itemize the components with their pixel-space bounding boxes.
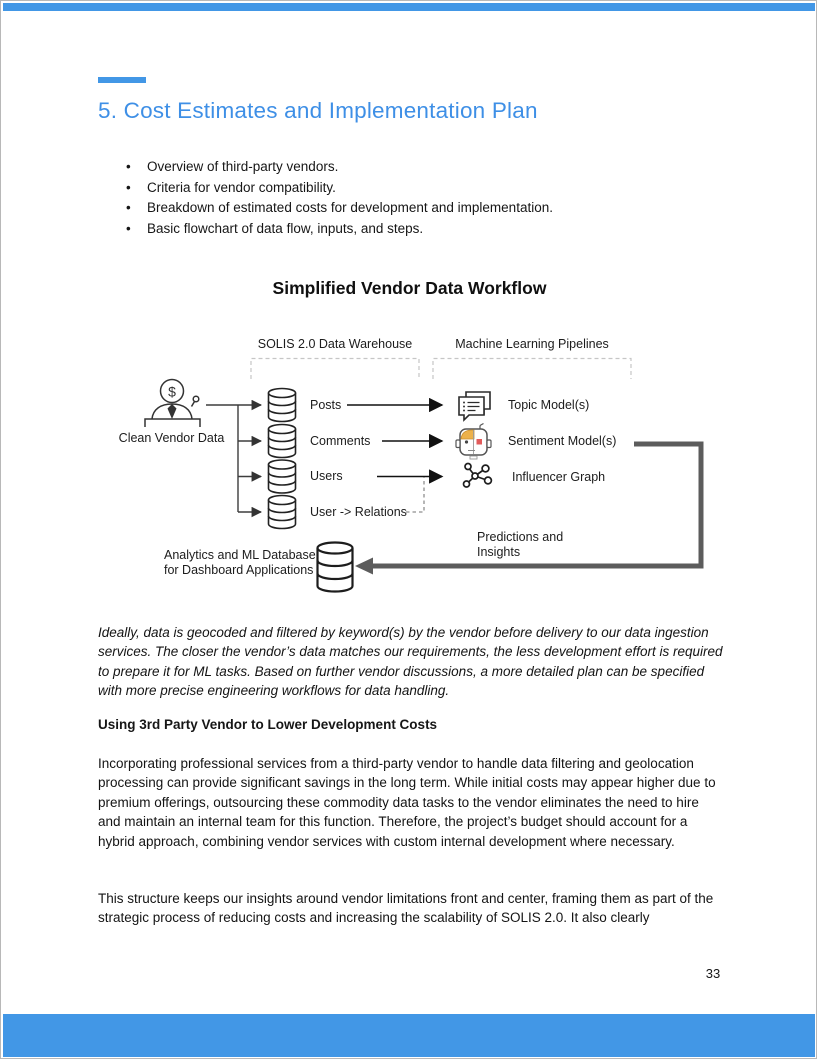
ml-group-outline bbox=[433, 359, 631, 380]
source-branch-lines bbox=[206, 405, 261, 512]
diagram-model-label-topic: Topic Model(s) bbox=[508, 398, 590, 412]
diagram-sink-label-line1: Analytics and ML Database bbox=[164, 548, 316, 562]
diagram-source-label: Clean Vendor Data bbox=[118, 431, 225, 445]
table-to-model-arrows bbox=[347, 405, 442, 477]
diagram-flow-note-line1: Predictions and bbox=[477, 530, 564, 544]
section-subheading: Using 3rd Party Vendor to Lower Development Costs bbox=[98, 717, 438, 732]
heading-accent-rule bbox=[98, 77, 146, 83]
dollar-sign: $ bbox=[168, 383, 176, 400]
vendor-person-icon bbox=[145, 380, 200, 428]
bullet-item: • Overview of third-party vendors. bbox=[125, 157, 553, 178]
warehouse-group-outline bbox=[251, 359, 419, 380]
influencer-graph-icon bbox=[464, 464, 492, 488]
diagram-title: Simplified Vendor Data Workflow bbox=[272, 278, 547, 298]
diagram-table-label-posts: Posts bbox=[310, 398, 342, 412]
body-paragraph-2: This structure keeps our insights around vendor limitations front and center, framing them as part of the strategic process of reducing costs and increasing the scalability of SOLIS 2.0. It also clearly bbox=[98, 891, 714, 926]
diagram-model-label-influencer: Influencer Graph bbox=[512, 470, 606, 484]
diagram-flow-note-line2: Insights bbox=[477, 544, 521, 559]
diagram-table-label-users: Users bbox=[310, 469, 343, 483]
sentiment-model-icon bbox=[456, 424, 491, 460]
page-number: 33 bbox=[705, 966, 721, 981]
diagram-sink-label-line2: for Dashboard Applications bbox=[164, 562, 314, 577]
database-icon-users bbox=[269, 460, 296, 493]
diagram-group-label-warehouse: SOLIS 2.0 Data Warehouse bbox=[257, 337, 413, 351]
page-title: 5. Cost Estimates and Implementation Plan bbox=[98, 98, 538, 123]
predictions-flow-connector bbox=[355, 444, 701, 575]
diagram-model-label-sentiment: Sentiment Model(s) bbox=[508, 434, 617, 448]
diagram-table-label-user-relations: User -> Relations bbox=[310, 505, 407, 519]
diagram-graphics bbox=[1, 351, 817, 611]
diagram-table-label-comments: Comments bbox=[310, 434, 371, 448]
top-accent-bar bbox=[3, 3, 815, 11]
diagram-group-label-ml: Machine Learning Pipelines bbox=[455, 337, 609, 351]
italic-note-paragraph: Ideally, data is geocoded and filtered by keyword(s) by the vendor before delivery to our data ingestion services. The closer the vendor’s data matches our requirements, the less development effort is required to prepare it for ML tasks. Based on further vendor discussions, a more detailed plan can be specified with more precise engineering workflows for data handling. bbox=[98, 625, 723, 699]
analytics-database-icon bbox=[318, 543, 353, 592]
bullet-item: • Criteria for vendor compatibility. bbox=[125, 178, 553, 199]
user-relations-dashed-connector bbox=[406, 477, 424, 512]
body-paragraph-1: Incorporating professional services from a third-party vendor to handle data filtering and geolocation processing can provide significant savings in the long term. While initial costs may appear higher due to premium offerings, outsourcing these commodity data tasks to the vendor eliminates the need to hire and maintain an internal team for this function. Therefore, the project’s budget should account for a hybrid approach, combining vendor services with custom internal development where necessary. bbox=[98, 756, 716, 849]
bottom-accent-bar bbox=[3, 1014, 815, 1057]
database-icon-posts bbox=[269, 389, 296, 422]
bullet-item: • Basic flowchart of data flow, inputs, and steps. bbox=[125, 219, 553, 240]
topic-model-icon bbox=[459, 392, 490, 420]
database-icon-comments bbox=[269, 425, 296, 458]
bullet-list bbox=[125, 157, 553, 239]
bullet-item: • Breakdown of estimated costs for development and implementation. bbox=[125, 198, 553, 219]
database-icon-user-relations bbox=[269, 496, 296, 529]
